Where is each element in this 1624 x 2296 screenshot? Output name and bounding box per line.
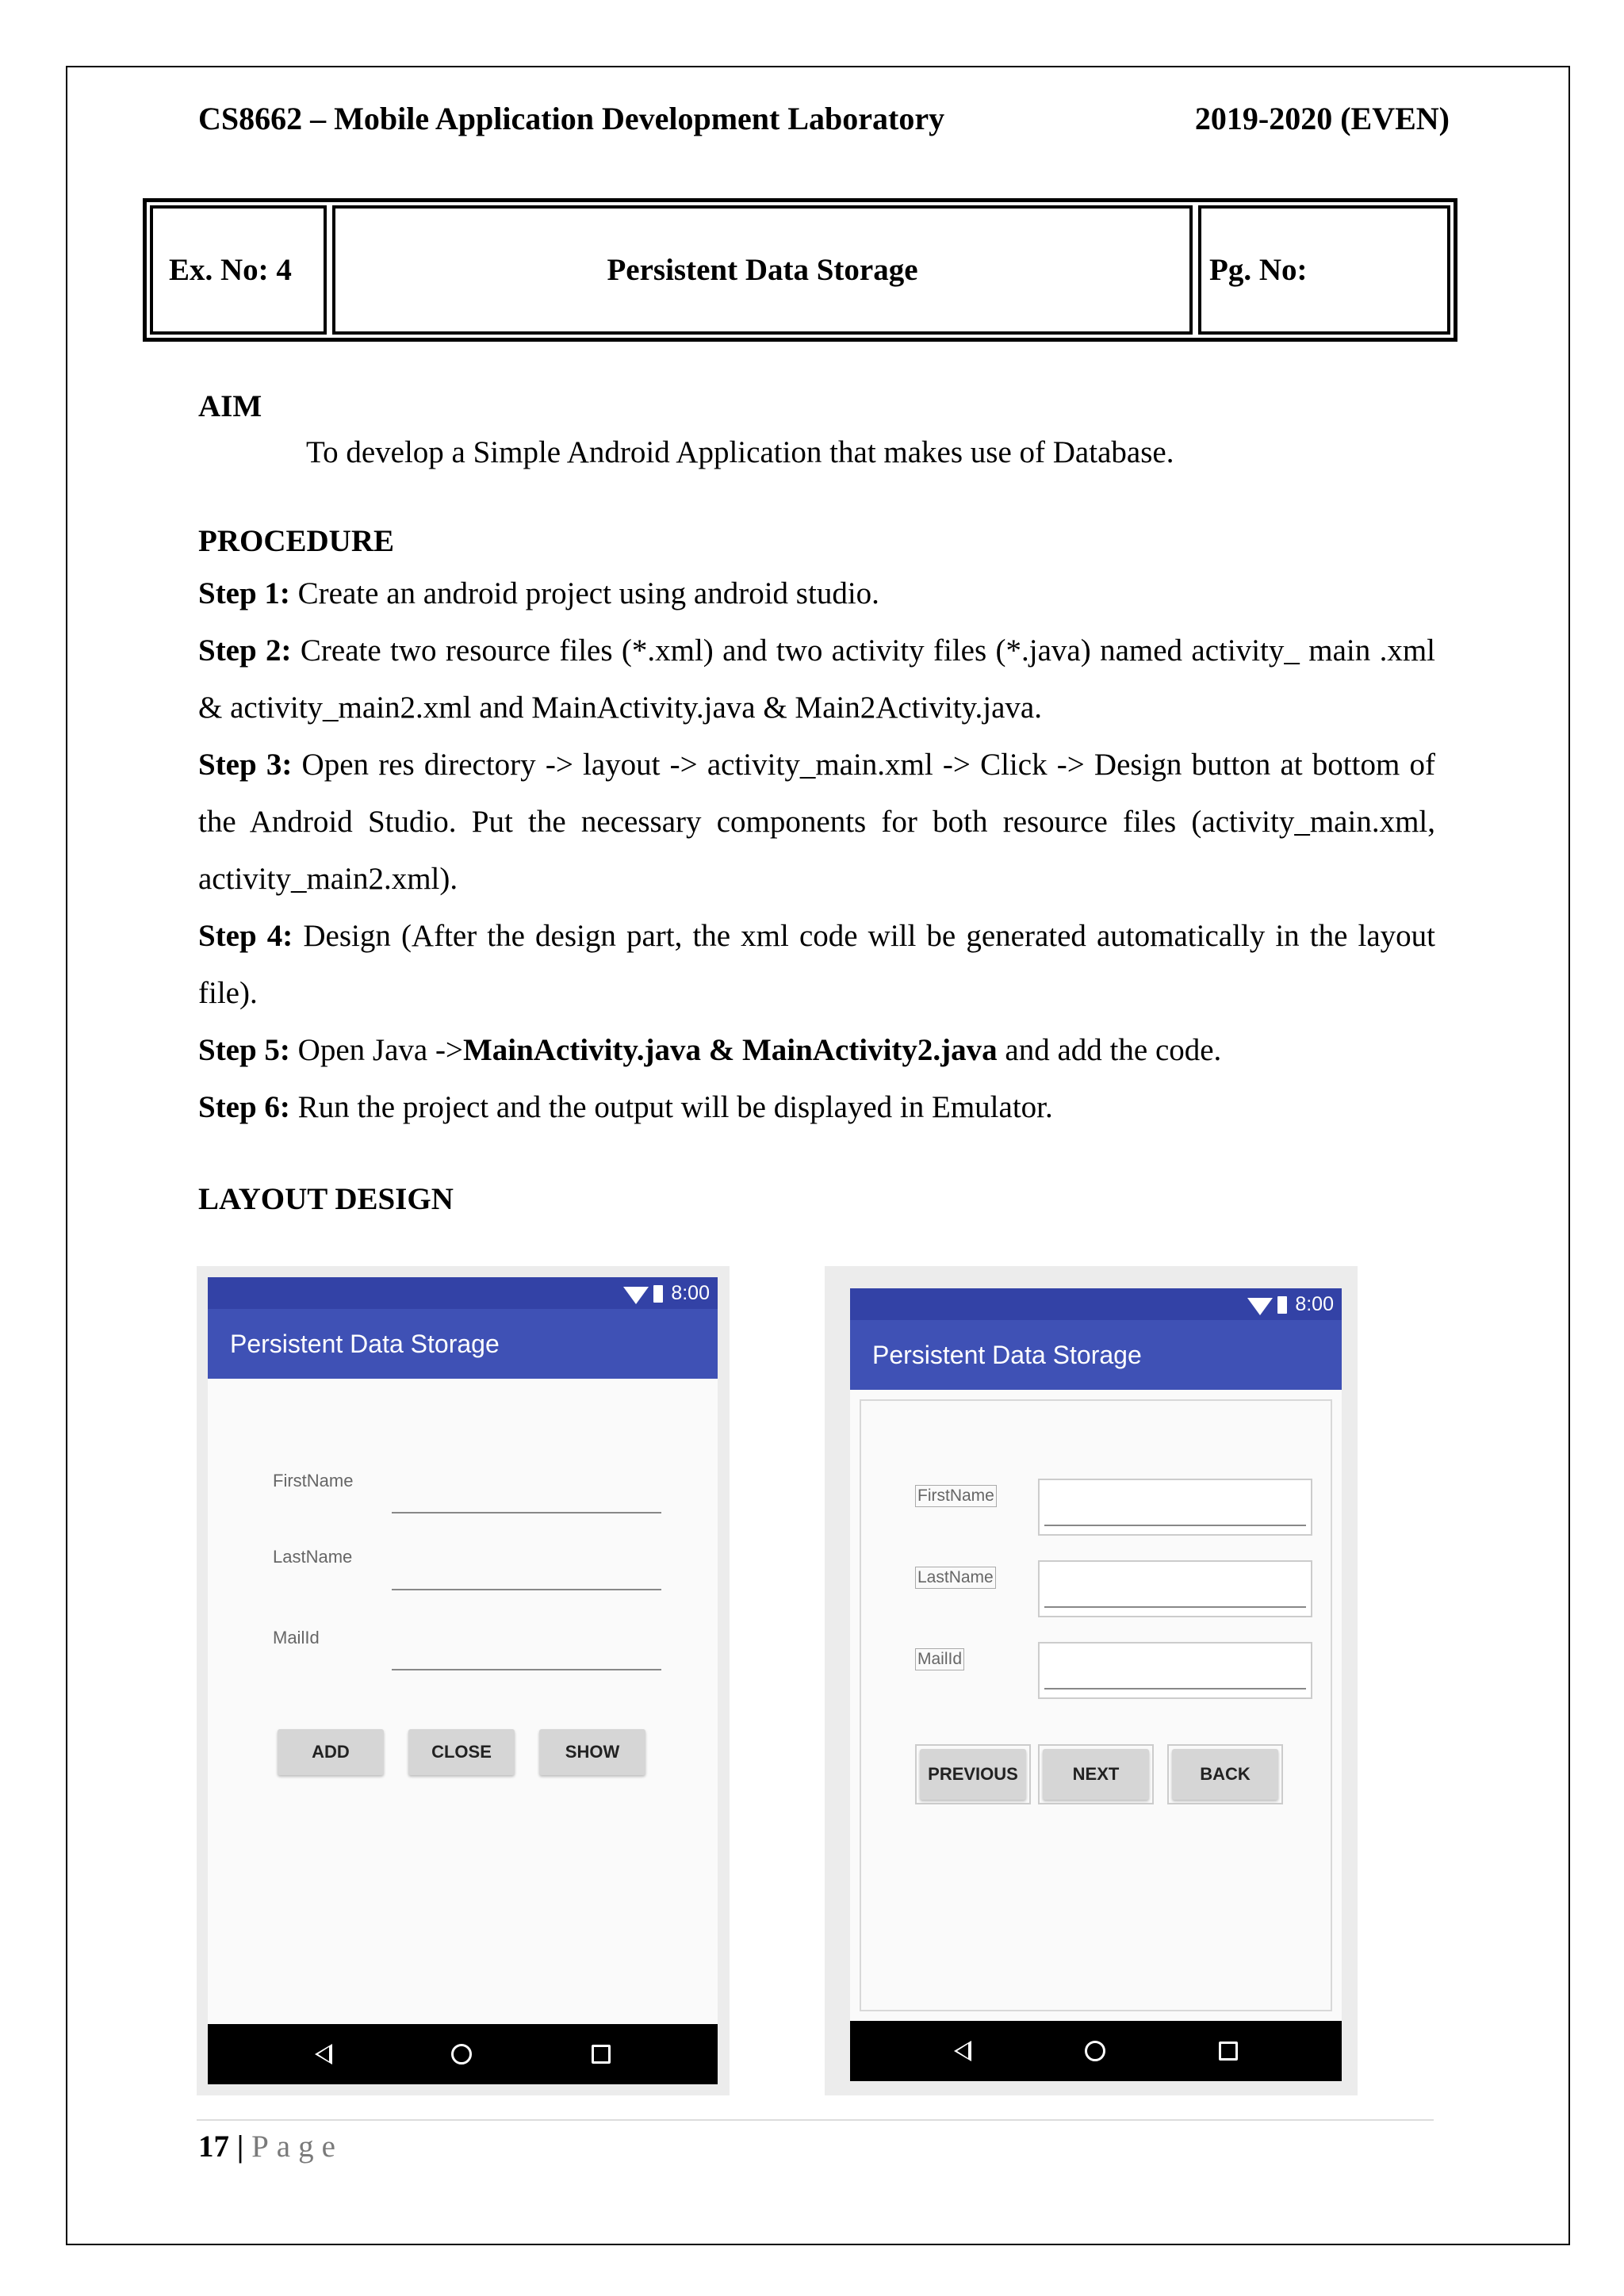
- step-label: Step 4:: [198, 919, 293, 953]
- exercise-title: Persistent Data Storage: [332, 205, 1193, 335]
- recents-nav-icon[interactable]: [592, 2045, 611, 2064]
- step-file-names: MainActivity.java & MainActivity2.java: [462, 1033, 998, 1067]
- show-button[interactable]: SHOW: [539, 1729, 645, 1775]
- academic-year: 2019-2020 (EVEN): [1194, 101, 1450, 136]
- step-1: [198, 565, 1435, 622]
- back-nav-icon[interactable]: [315, 2044, 332, 2064]
- step-6: [198, 1079, 1435, 1136]
- firstname-label: FirstName: [915, 1485, 997, 1507]
- step-4: [198, 908, 1435, 1022]
- phone-screen: [850, 1288, 1342, 2081]
- step-label: Step 1:: [198, 576, 290, 610]
- next-button[interactable]: NEXT: [1043, 1749, 1149, 1800]
- page-footer: [198, 2129, 343, 2164]
- footer-separator: |: [229, 2130, 252, 2164]
- step-2: [198, 622, 1435, 737]
- firstname-input[interactable]: [1038, 1479, 1312, 1536]
- lastname-input[interactable]: [392, 1589, 661, 1590]
- procedure-heading: PROCEDURE: [198, 524, 395, 558]
- navigation-bar: [208, 2024, 718, 2084]
- footer-divider: [197, 2119, 1434, 2121]
- navigation-bar: [850, 2021, 1342, 2081]
- course-title: CS8662 – Mobile Application Development Laboratory: [198, 101, 945, 136]
- aim-heading: AIM: [198, 389, 262, 423]
- lastname-label: LastName: [273, 1547, 353, 1567]
- step-text: and add the code.: [997, 1033, 1222, 1067]
- status-bar: [850, 1288, 1342, 1320]
- recents-nav-icon[interactable]: [1219, 2042, 1238, 2061]
- step-5: [198, 1022, 1435, 1079]
- step-text: Open res directory -> layout -> activity_main.xml -> Click -> Design button at bottom of the Android Studio. Put the necessary components for both resource files (activity_main.xml, activity_main2.xml).: [198, 748, 1435, 896]
- mailid-input[interactable]: [392, 1669, 661, 1670]
- step-label: Step 5:: [198, 1033, 290, 1067]
- close-button[interactable]: CLOSE: [408, 1729, 515, 1775]
- previous-button[interactable]: PREVIOUS: [920, 1749, 1026, 1800]
- firstname-label: FirstName: [273, 1471, 354, 1490]
- wifi-icon: [1247, 1298, 1273, 1315]
- phone-mockup-main: [197, 1266, 730, 2095]
- phone-screen: [208, 1277, 718, 2084]
- firstname-input[interactable]: [392, 1512, 661, 1513]
- previous-button-frame: [915, 1744, 1031, 1804]
- add-button[interactable]: ADD: [278, 1729, 384, 1775]
- page-number-cell: Pg. No:: [1198, 205, 1450, 335]
- wifi-icon: [623, 1287, 649, 1304]
- step-label: Step 2:: [198, 633, 292, 668]
- layout-design-heading: LAYOUT DESIGN: [198, 1182, 454, 1216]
- procedure-steps: [198, 565, 1435, 1136]
- lastname-label: LastName: [915, 1567, 996, 1589]
- mailid-input[interactable]: [1038, 1642, 1312, 1699]
- back-nav-icon[interactable]: [954, 2041, 971, 2061]
- status-time: 8:00: [671, 1282, 710, 1304]
- step-label: Step 3:: [198, 748, 293, 782]
- footer-page-number: 17: [198, 2130, 229, 2164]
- status-time: 8:00: [1295, 1293, 1334, 1315]
- battery-icon: [1277, 1296, 1287, 1314]
- back-button[interactable]: BACK: [1172, 1749, 1278, 1800]
- app-bar-title: Persistent Data Storage: [208, 1309, 718, 1379]
- status-icons: [1247, 1293, 1334, 1316]
- step-text: Create an android project using android studio.: [289, 576, 879, 610]
- status-bar: [208, 1277, 718, 1309]
- status-icons: [623, 1282, 710, 1305]
- lastname-input[interactable]: [1038, 1560, 1312, 1617]
- exercise-table: [143, 198, 1457, 342]
- next-button-frame: [1038, 1744, 1154, 1804]
- home-nav-icon[interactable]: [451, 2044, 472, 2064]
- footer-page-word: Page: [251, 2130, 343, 2164]
- battery-icon: [653, 1285, 663, 1303]
- back-button-frame: [1167, 1744, 1283, 1804]
- aim-text: To develop a Simple Android Application that makes use of Database.: [306, 435, 1174, 469]
- app-bar-title: Persistent Data Storage: [850, 1320, 1342, 1390]
- mailid-label: MailId: [273, 1628, 320, 1647]
- step-3: [198, 737, 1435, 908]
- step-text: Open Java ->: [289, 1033, 463, 1067]
- step-text: Run the project and the output will be displayed in Emulator.: [289, 1090, 1053, 1124]
- step-label: Step 6:: [198, 1090, 290, 1124]
- phone-mockup-second: [825, 1266, 1358, 2095]
- step-text: Design (After the design part, the xml code will be generated automatically in the layout file).: [198, 919, 1435, 1010]
- home-nav-icon[interactable]: [1085, 2041, 1105, 2061]
- exercise-number: Ex. No: 4: [150, 205, 327, 335]
- mailid-label: MailId: [915, 1648, 964, 1670]
- step-text: Create two resource files (*.xml) and two activity files (*.java) named activity_ main .xml & activity_main2.xml and MainActivity.java & Main2Activity.java.: [198, 633, 1436, 725]
